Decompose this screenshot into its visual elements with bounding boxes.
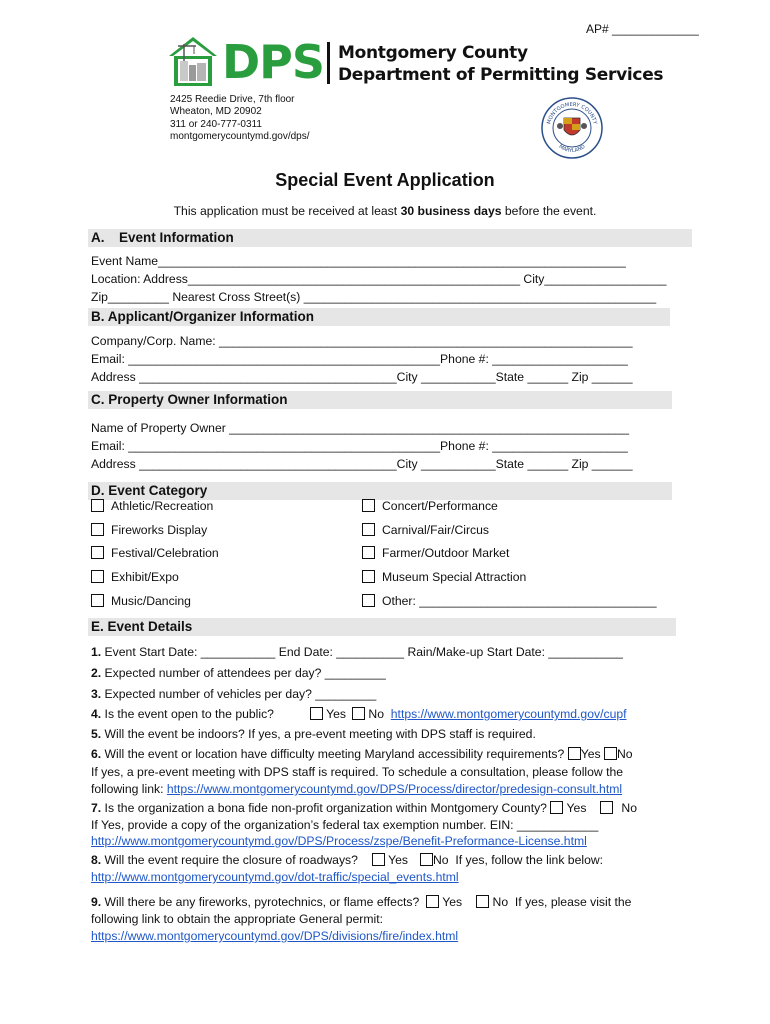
applicant-email-phone-field[interactable]: Email: ______________________________________________Phone #: ____________________: [91, 352, 628, 366]
section-d-header: D. Event Category: [88, 482, 672, 500]
cupf-link[interactable]: https://www.montgomerycountymd.gov/cupf: [390, 707, 627, 721]
category-carnival[interactable]: Carnival/Fair/Circus: [362, 523, 489, 538]
question-road-closure: 8. Will the event require the closure of roadways? Yes No If yes, follow the link below:: [91, 853, 604, 867]
checkbox[interactable]: [362, 499, 375, 512]
accessibility-no-checkbox[interactable]: [604, 747, 617, 760]
nonprofit-link-line: [91, 834, 587, 849]
special-events-link[interactable]: http://www.montgomerycountymd.gov/dot-traffic/special_events.html: [91, 870, 459, 884]
category-other[interactable]: Other: ___________________________________: [362, 594, 657, 609]
fireworks-no-checkbox[interactable]: [476, 895, 489, 908]
nonprofit-no-checkbox[interactable]: [600, 801, 613, 814]
category-music[interactable]: Music/Dancing: [91, 594, 191, 609]
section-b-header: B. Applicant/Organizer Information: [88, 308, 670, 326]
roadway-yes-checkbox[interactable]: [372, 853, 385, 866]
org-name-line1: Montgomery County: [338, 43, 528, 63]
category-festival[interactable]: Festival/Celebration: [91, 546, 219, 561]
svg-text:MONTGOMERY COUNTY: MONTGOMERY COUNTY: [546, 101, 598, 125]
company-name-field[interactable]: Company/Corp. Name: _____________________________________________________________: [91, 334, 633, 348]
owner-address-field[interactable]: Address ______________________________________City ___________State ______ Zip ______: [91, 457, 633, 471]
section-a-header: A. Event Information: [88, 229, 692, 247]
vehicles-field[interactable]: 3. Expected number of vehicles per day? _________: [91, 687, 377, 701]
address-line: Wheaton, MD 20902: [170, 106, 262, 118]
category-farmer-market[interactable]: Farmer/Outdoor Market: [362, 546, 509, 561]
phone-line: 311 or 240-777-0311: [170, 118, 262, 130]
owner-email-phone-field[interactable]: Email: ______________________________________________Phone #: ____________________: [91, 439, 628, 453]
dps-logo: [166, 34, 664, 90]
question-indoors: 5. Will the event be indoors? If yes, a pre-event meeting with DPS staff is required.: [91, 727, 536, 741]
section-c-header: C. Property Owner Information: [88, 391, 672, 409]
nonprofit-yes-checkbox[interactable]: [550, 801, 563, 814]
fireworks-note: following link to obtain the appropriate General permit:: [91, 912, 383, 926]
public-no-checkbox[interactable]: [352, 707, 365, 720]
accessibility-note: If yes, a pre-event meeting with DPS staff is required. To schedule a consultation, please follow the: [91, 765, 624, 779]
fireworks-link-line: [91, 929, 458, 944]
attendees-field[interactable]: 2. Expected number of attendees per day? _________: [91, 666, 386, 680]
event-name-field[interactable]: Event Name_____________________________________________________________________: [91, 254, 626, 268]
page-subtitle: This application must be received at least 30 business days before the event.: [173, 204, 597, 218]
page-title: Special Event Application: [275, 170, 495, 190]
category-concert[interactable]: Concert/Performance: [362, 499, 498, 514]
category-fireworks[interactable]: Fireworks Display: [91, 523, 207, 538]
public-yes-checkbox[interactable]: [310, 707, 323, 720]
checkbox[interactable]: [91, 523, 104, 536]
logo-divider: [327, 42, 330, 84]
category-athletic[interactable]: Athletic/Recreation: [91, 499, 213, 514]
org-name-line2: Department of Permitting Services: [338, 65, 664, 85]
section-e-header: E. Event Details: [88, 618, 676, 636]
roadway-no-checkbox[interactable]: [420, 853, 433, 866]
ein-field[interactable]: If Yes, provide a copy of the organization’s federal tax exemption number. EIN: ____________: [91, 818, 599, 832]
dps-address: [170, 94, 310, 144]
property-owner-name-field[interactable]: Name of Property Owner ___________________________________________________________: [91, 421, 630, 435]
ap-number-field[interactable]: AP# _____________: [586, 22, 699, 36]
website-line: montgomerycountymd.gov/dps/: [170, 131, 310, 143]
event-zip-cross-street-field[interactable]: Zip_________ Nearest Cross Street(s) ____________________________________________________: [91, 290, 657, 304]
event-dates-field[interactable]: 1. Event Start Date: ___________ End Date: __________ Rain/Make-up Start Date: ___________: [91, 645, 623, 659]
address-line: 2425 Reedie Drive, 7th floor: [170, 94, 295, 105]
county-seal-icon: [540, 96, 604, 160]
checkbox[interactable]: [91, 594, 104, 607]
checkbox[interactable]: [91, 570, 104, 583]
checkbox[interactable]: [362, 570, 375, 583]
accessibility-yes-checkbox[interactable]: [568, 747, 581, 760]
road-closure-link-line: [91, 870, 459, 885]
dps-logo-text: DPS: [222, 35, 325, 89]
category-exhibit[interactable]: Exhibit/Expo: [91, 570, 179, 585]
checkbox[interactable]: [91, 546, 104, 559]
accessibility-link-line: following link: https://www.montgomerycountymd.gov/DPS/Process/director/predesign-consult.html: [91, 782, 623, 796]
applicant-address-field[interactable]: Address ______________________________________City ___________State ______ Zip ______: [91, 370, 633, 384]
benefit-license-link[interactable]: http://www.montgomerycountymd.gov/DPS/Process/zspe/Benefit-Preformance-License.html: [91, 834, 587, 848]
event-location-field[interactable]: Location: Address_________________________________________________ City__________________: [91, 272, 667, 286]
category-museum[interactable]: Museum Special Attraction: [362, 570, 526, 585]
question-nonprofit: 7. Is the organization a bona fide non-profit organization within Montgomery County? Yes No: [91, 801, 638, 815]
house-logo-icon: [166, 34, 220, 88]
fire-permit-link[interactable]: https://www.montgomerycountymd.gov/DPS/divisions/fire/index.html: [91, 929, 459, 943]
fireworks-yes-checkbox[interactable]: [426, 895, 439, 908]
question-accessibility: 6. Will the event or location have difficulty meeting Maryland accessibility requirements? Yes No: [91, 747, 633, 761]
question-fireworks: 9. Will there be any fireworks, pyrotechnics, or flame effects? Yes No If yes, please visit the: [91, 895, 632, 909]
checkbox[interactable]: [362, 594, 375, 607]
question-public-event: 4. Is the event open to the public? Yes No https://www.montgomerycountymd.gov/cupf: [91, 707, 627, 721]
checkbox[interactable]: [362, 546, 375, 559]
predesign-consult-link[interactable]: https://www.montgomerycountymd.gov/DPS/Process/director/predesign-consult.html: [166, 782, 623, 796]
checkbox[interactable]: [362, 523, 375, 536]
svg-text:MARYLAND: MARYLAND: [557, 143, 587, 155]
checkbox[interactable]: [91, 499, 104, 512]
